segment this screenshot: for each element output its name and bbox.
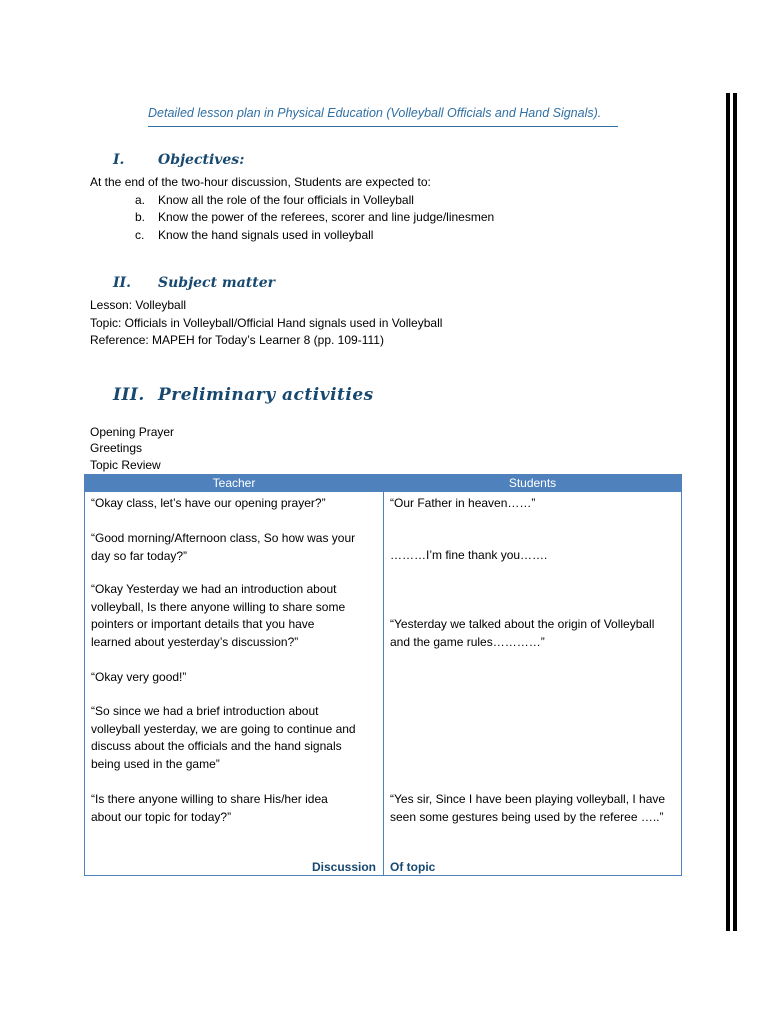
- student-line: seen some gestures being used by the referee …..”: [390, 809, 664, 824]
- preliminary-activities-heading: [113, 385, 374, 405]
- table-header: [85, 475, 681, 492]
- objective-item: [135, 208, 494, 226]
- teacher-line: learned about yesterday’s discussion?”: [91, 634, 299, 649]
- students-column-header: Students: [508, 476, 557, 490]
- activity-line: Greetings: [90, 441, 143, 455]
- objective-marker: a.: [135, 193, 146, 207]
- teacher-line: “Okay class, let’s have our opening prayer?”: [91, 496, 326, 510]
- student-cell: [390, 791, 665, 826]
- objectives-intro: At the end of the two-hour discussion, Students are expected to:: [90, 175, 431, 189]
- teacher-line: about our topic for today?”: [91, 809, 232, 824]
- teacher-cell: [91, 530, 355, 565]
- topic-line: Topic: Officials in Volleyball/Official Hand signals used in Volleyball: [90, 316, 443, 330]
- subject-matter-heading: [113, 275, 275, 291]
- column-divider: [383, 492, 384, 875]
- teacher-line: “Is there anyone willing to share His/her idea: [91, 792, 328, 806]
- objectives-numeral: I.: [113, 152, 125, 168]
- discussion-label: Discussion: [311, 860, 376, 874]
- student-cell: [390, 547, 547, 565]
- objective-marker: c.: [135, 228, 145, 242]
- teacher-line: “So since we had a brief introduction about: [91, 704, 319, 718]
- student-line: and the game rules…………”: [390, 634, 545, 649]
- preliminary-activities-numeral: III.: [113, 385, 145, 405]
- teacher-cell: [91, 669, 186, 687]
- objectives-heading: [113, 152, 244, 168]
- teacher-column-header: Teacher: [212, 476, 256, 490]
- teacher-line: “Good morning/Afternoon class, So how was your: [91, 531, 356, 545]
- teacher-line: “Okay very good!”: [91, 670, 187, 684]
- subject-matter-title: Subject matter: [158, 275, 276, 291]
- student-line: “Yes sir, Since I have been playing volleyball, I have: [390, 792, 666, 806]
- student-line: ………I’m fine thank you…….: [390, 548, 548, 562]
- objective-text: Know the power of the referees, scorer and line judge/linesmen: [158, 210, 495, 224]
- student-line: “Yesterday we talked about the origin of Volleyball: [390, 617, 655, 631]
- teacher-cell: [91, 581, 345, 651]
- student-cell: [390, 495, 535, 513]
- teacher-line: “Okay Yesterday we had an introduction about: [91, 582, 337, 596]
- margin-rule: [726, 93, 730, 931]
- objective-item: [135, 191, 414, 209]
- teacher-line: pointers or important details that you have: [91, 617, 315, 631]
- activity-line: Topic Review: [90, 458, 161, 472]
- preliminary-activities-title: Preliminary activities: [158, 385, 374, 405]
- document-title: Detailed lesson plan in Physical Education (Volleyball Officials and Hand Signals).: [148, 106, 618, 127]
- margin-rule: [733, 93, 737, 931]
- teacher-line: discuss about the officials and the hand signals: [91, 739, 342, 753]
- of-topic-label: Of topic: [390, 860, 436, 874]
- student-cell: [390, 616, 654, 651]
- teacher-line: day so far today?”: [91, 548, 188, 563]
- objective-text: Know all the role of the four officials in Volleyball: [158, 193, 414, 207]
- reference-line: Reference: MAPEH for Today’s Learner 8 (pp. 109-111): [90, 333, 384, 347]
- teacher-line: being used in the game”: [91, 756, 220, 771]
- objective-text: Know the hand signals used in volleyball: [158, 228, 374, 242]
- teacher-cell: [91, 703, 356, 773]
- student-line: “Our Father in heaven……”: [390, 496, 536, 510]
- subject-matter-numeral: II.: [113, 275, 131, 291]
- objective-item: [135, 226, 373, 244]
- dialogue-table: [84, 474, 682, 876]
- teacher-cell: [91, 791, 328, 826]
- objective-marker: b.: [135, 210, 146, 224]
- teacher-cell: [91, 495, 326, 513]
- activity-line: Opening Prayer: [90, 425, 175, 439]
- objectives-title: Objectives:: [158, 152, 245, 168]
- teacher-line: volleyball yesterday, we are going to continue and: [91, 721, 356, 736]
- lesson-line: Lesson: Volleyball: [90, 298, 187, 312]
- teacher-line: volleyball, Is there anyone willing to share some: [91, 599, 346, 614]
